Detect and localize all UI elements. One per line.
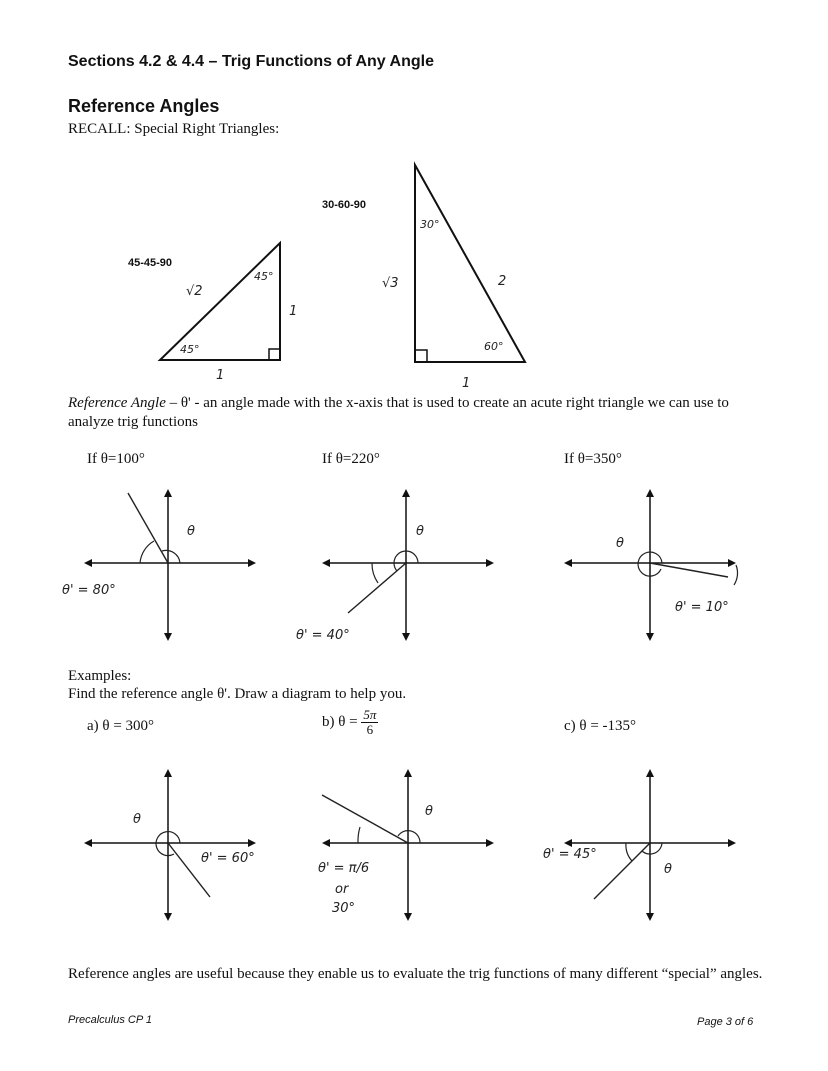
- example-b-ref-or: or: [335, 882, 349, 897]
- triangle-30-leg-left: √3: [382, 276, 399, 291]
- example-c-label: c) θ = -135°: [564, 718, 637, 734]
- triangle-45-angle-top: 45°: [254, 270, 274, 283]
- example-b-ref: θ' = π/6: [318, 861, 370, 876]
- section-heading: Reference Angles: [68, 96, 220, 116]
- definition-text: θ' - an angle made with the x-axis that is used to create an acute right triangle we can use to analyze trig functions: [68, 395, 729, 430]
- example-a-diagram: [80, 765, 260, 925]
- definition: [68, 394, 768, 432]
- case-1-ref: θ' = 80°: [62, 583, 116, 598]
- case-1-diagram: [80, 485, 260, 645]
- example-c-ref: θ' = 45°: [543, 847, 597, 862]
- case-2-label: If θ=220°: [322, 451, 380, 467]
- example-a-theta: θ: [133, 812, 141, 827]
- example-b-fraction: [361, 708, 378, 738]
- example-b-numerator: 5π: [363, 707, 377, 722]
- recall-text: RECALL: Special Right Triangles:: [68, 121, 280, 137]
- definition-term: Reference Angle –: [68, 395, 178, 411]
- triangle-45-leg-bottom: 1: [216, 368, 225, 383]
- triangle-30-hyp: 2: [498, 274, 507, 289]
- triangle-45-leg-right: 1: [289, 304, 298, 319]
- triangle-30-angle-right: 60°: [484, 340, 504, 353]
- example-b-label: [322, 708, 378, 738]
- case-3-label: If θ=350°: [564, 451, 622, 467]
- conclusion-text: Reference angles are useful because they enable us to evaluate the trig functions of many different “special” angles.: [68, 966, 763, 982]
- triangle-30-label: 30-60-90: [322, 199, 367, 211]
- triangle-30-leg-bottom: 1: [462, 376, 471, 391]
- case-3-theta: θ: [616, 536, 624, 551]
- triangle-45-diagram: [150, 238, 290, 368]
- example-b-theta: θ: [425, 804, 433, 819]
- case-2-diagram: [318, 485, 498, 645]
- triangle-45-label: 45-45-90: [128, 257, 173, 269]
- triangle-30-angle-top: 30°: [420, 218, 440, 231]
- example-b-prefix: b) θ =: [322, 714, 358, 731]
- example-b-denominator: 6: [366, 722, 374, 738]
- footer-page-number: Page 3 of 6: [697, 1016, 754, 1028]
- triangle-45-hyp: √2: [186, 284, 203, 299]
- examples-instruction: Find the reference angle θ'. Draw a diagram to help you.: [68, 686, 407, 702]
- case-1-label: If θ=100°: [87, 451, 145, 467]
- case-3-diagram: [560, 485, 740, 645]
- footer-course: Precalculus CP 1: [68, 1014, 152, 1026]
- example-c-theta: θ: [664, 862, 672, 877]
- case-2-ref: θ' = 40°: [296, 628, 350, 643]
- examples-heading: Examples:: [68, 668, 132, 684]
- case-1-theta: θ: [187, 524, 195, 539]
- case-2-theta: θ: [416, 524, 424, 539]
- triangle-45-angle-left: 45°: [180, 343, 200, 356]
- example-a-label: a) θ = 300°: [87, 718, 155, 734]
- example-c-diagram: [560, 765, 740, 925]
- example-a-ref: θ' = 60°: [201, 851, 255, 866]
- example-b-ref-degrees: 30°: [332, 901, 356, 916]
- page-title: Sections 4.2 & 4.4 – Trig Functions of Any Angle: [68, 53, 434, 70]
- triangle-30-diagram: [410, 160, 530, 370]
- case-3-ref: θ' = 10°: [675, 600, 729, 615]
